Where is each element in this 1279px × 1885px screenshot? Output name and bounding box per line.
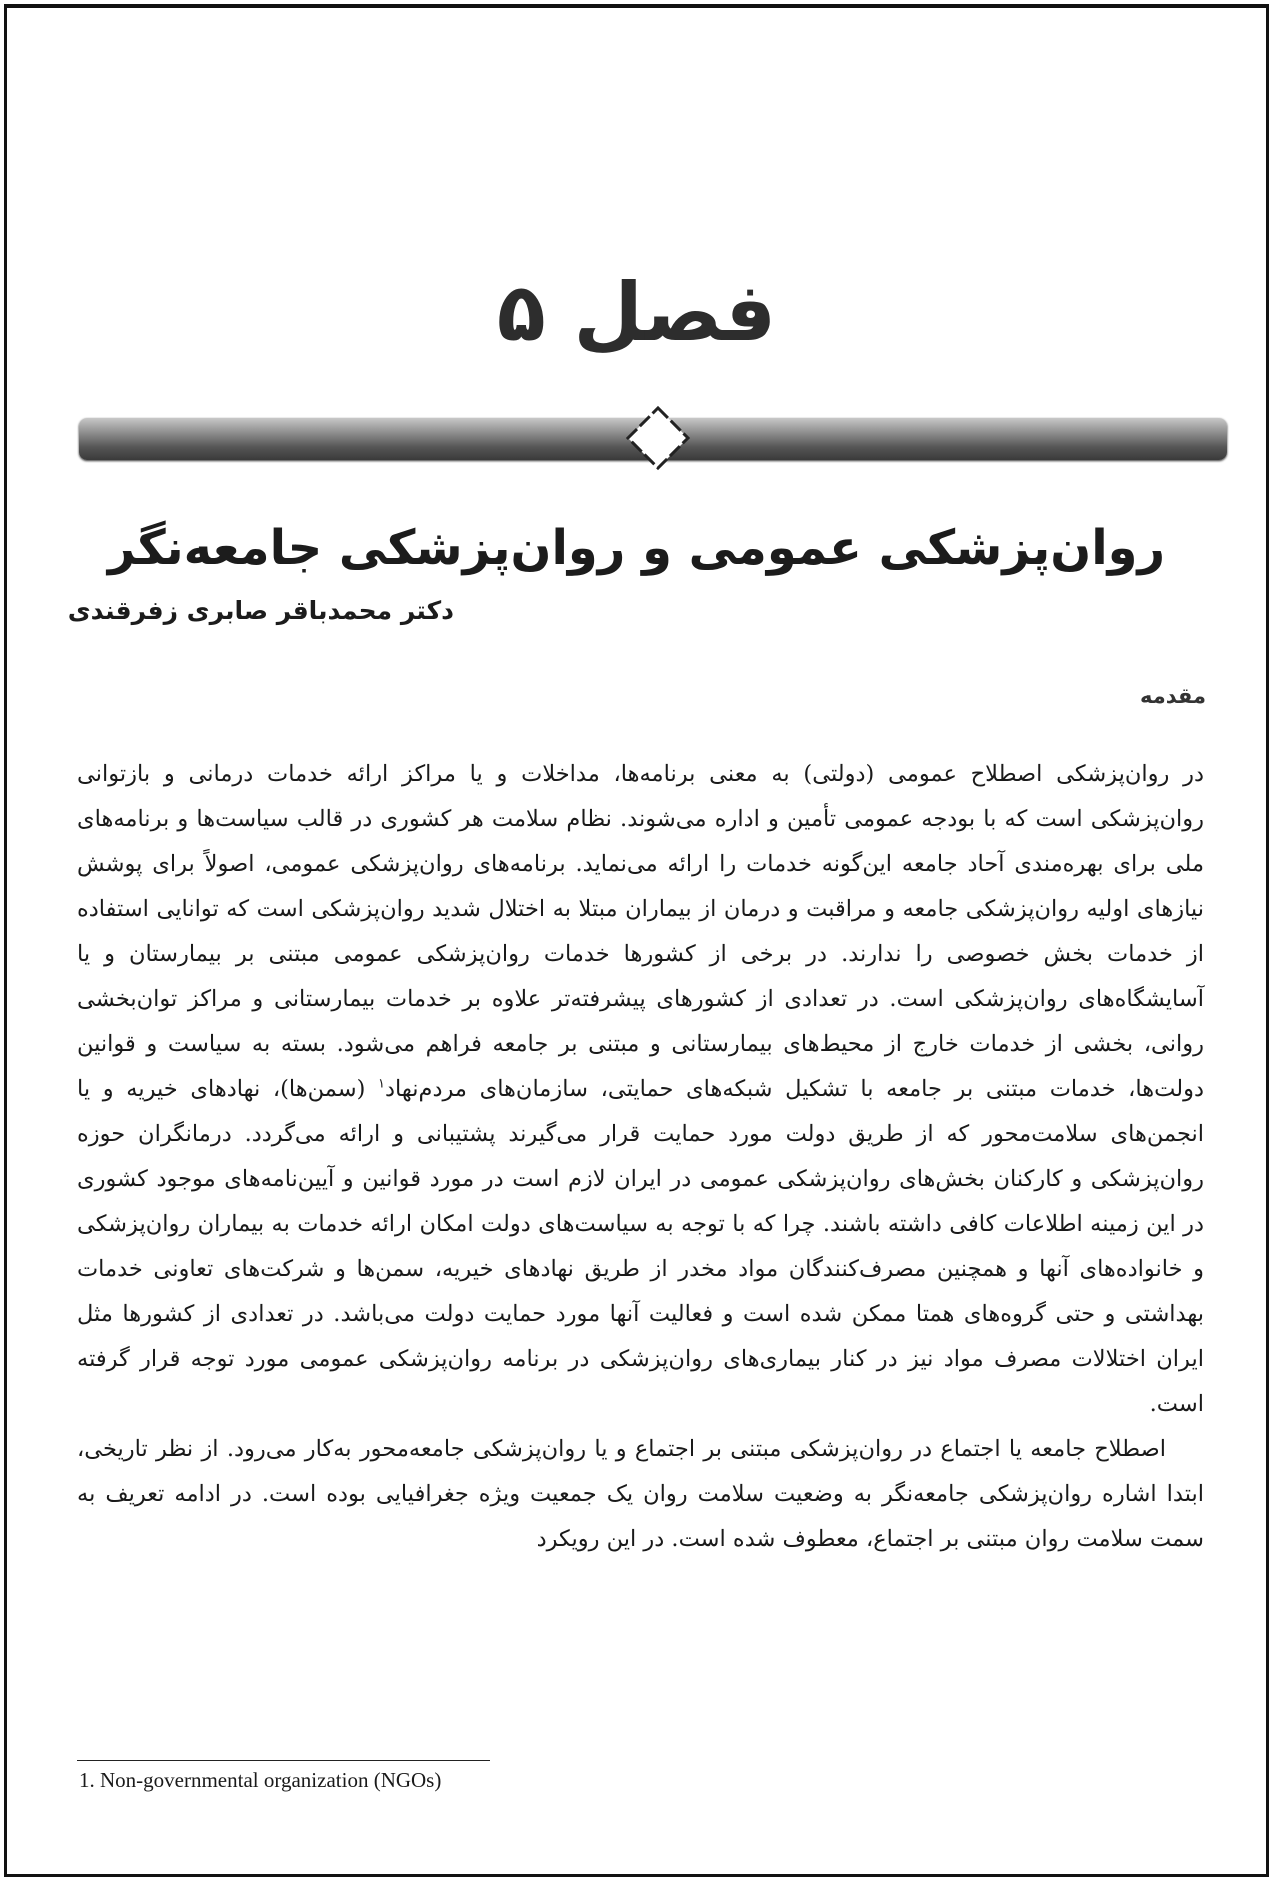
divider-diamond-ornament [625, 405, 691, 471]
intro-heading: مقدمه [1140, 684, 1206, 708]
chapter-title: فصل ۵ [496, 266, 777, 359]
book-page [4, 4, 1269, 1877]
section-title: روان‌پزشکی عمومی و روان‌پزشکی جامعه‌نگر [107, 520, 1166, 576]
author-name: دکتر محمدباقر صابری زفرقندی [67, 596, 454, 625]
footnote-divider [77, 1760, 490, 1761]
paragraph-1-part-a: در روان‌پزشکی اصطلاح عمومی (دولتی) به معنی برنامه‌ها، مداخلات و یا مراکز ارائه خدمات درمانی و بازتوانی روان‌پزشکی است که با بودجه عمومی تأمین و اداره می‌شوند. نظام سلامت هر کشوری در قالب سیاست‌ها و برنامه‌های ملی برای بهره‌مندی آحاد جامعه این‌گونه خدمات را ارائه می‌نماید. برنامه‌های روان‌پزشکی عمومی، اصولاً برای پوشش نیازهای اولیه روان‌پزشکی جامعه و مراقبت و درمان از بیماران مبتلا به اختلال شدید روان‌پزشکی است که توانایی استفاده از خدمات بخش خصوصی را ندارند. در برخی از کشورها خدمات روان‌پزشکی عمومی مبتنی بر بیمارستان و یا آسایشگاه‌های روان‌پزشکی است. در تعدادی از کشورهای پیشرفته‌تر علاوه بر خدمات بیمارستانی و مراکز توان‌بخشی روانی، بخشی از خدمات خارج از محیط‌های بیمارستانی و مبتنی بر جامعه فراهم می‌شود. بسته به سیاست و قوانین دولت‌ها، خدمات مبتنی بر جامعه با تشکیل شبکه‌های حمایتی، سازمان‌های مردم‌نهاد [77, 761, 1204, 1102]
paragraph-1 [77, 752, 1204, 1427]
body-text [77, 752, 1204, 1562]
paragraph-2: اصطلاح جامعه یا اجتماع در روان‌پزشکی مبتنی بر اجتماع و یا روان‌پزشکی جامعه‌محور به‌کار می‌رود. از نظر تاریخی، ابتدا اشاره روان‌پزشکی جامعه‌نگر به وضعیت سلامت روان یک جمعیت ویژه جغرافیایی بوده است. در ادامه تعریف به سمت سلامت روان مبتنی بر اجتماع، معطوف شده است. در این رویکرد [77, 1436, 1204, 1552]
footnote: 1. Non-governmental organization (NGOs) [79, 1768, 442, 1792]
footnote-marker: ۱ [378, 1076, 386, 1092]
paragraph-1-part-b: (سمن‌ها)، نهادهای خیریه و یا انجمن‌های سلامت‌محور که از طریق دولت مورد حمایت قرار می‌گیرند پشتیبانی و ارائه می‌گردد. درمانگران حوزه روان‌پزشکی و کارکنان بخش‌های روان‌پزشکی عمومی در ایران لازم است در مورد قوانین و آیین‌نامه‌های موجود کشوری در این زمینه اطلاعات کافی داشته باشند. چرا که با توجه به سیاست‌های دولت امکان ارائه خدمات به بیماران روان‌پزشکی و خانواده‌های آنها و همچنین مصرف‌کنندگان مواد مخدر از طریق نهادهای خیریه، سمن‌ها و شرکت‌های تعاونی خدمات بهداشتی و حتی گروه‌های همتا ممکن شده است و فعالیت آنها مورد حمایت دولت می‌باشد. در تعدادی از کشورها مثل ایران اختلالات مصرف مواد نیز در کنار بیماری‌های روان‌پزشکی در برنامه روان‌پزشکی عمومی مورد توجه قرار گرفته است. [77, 1076, 1204, 1417]
